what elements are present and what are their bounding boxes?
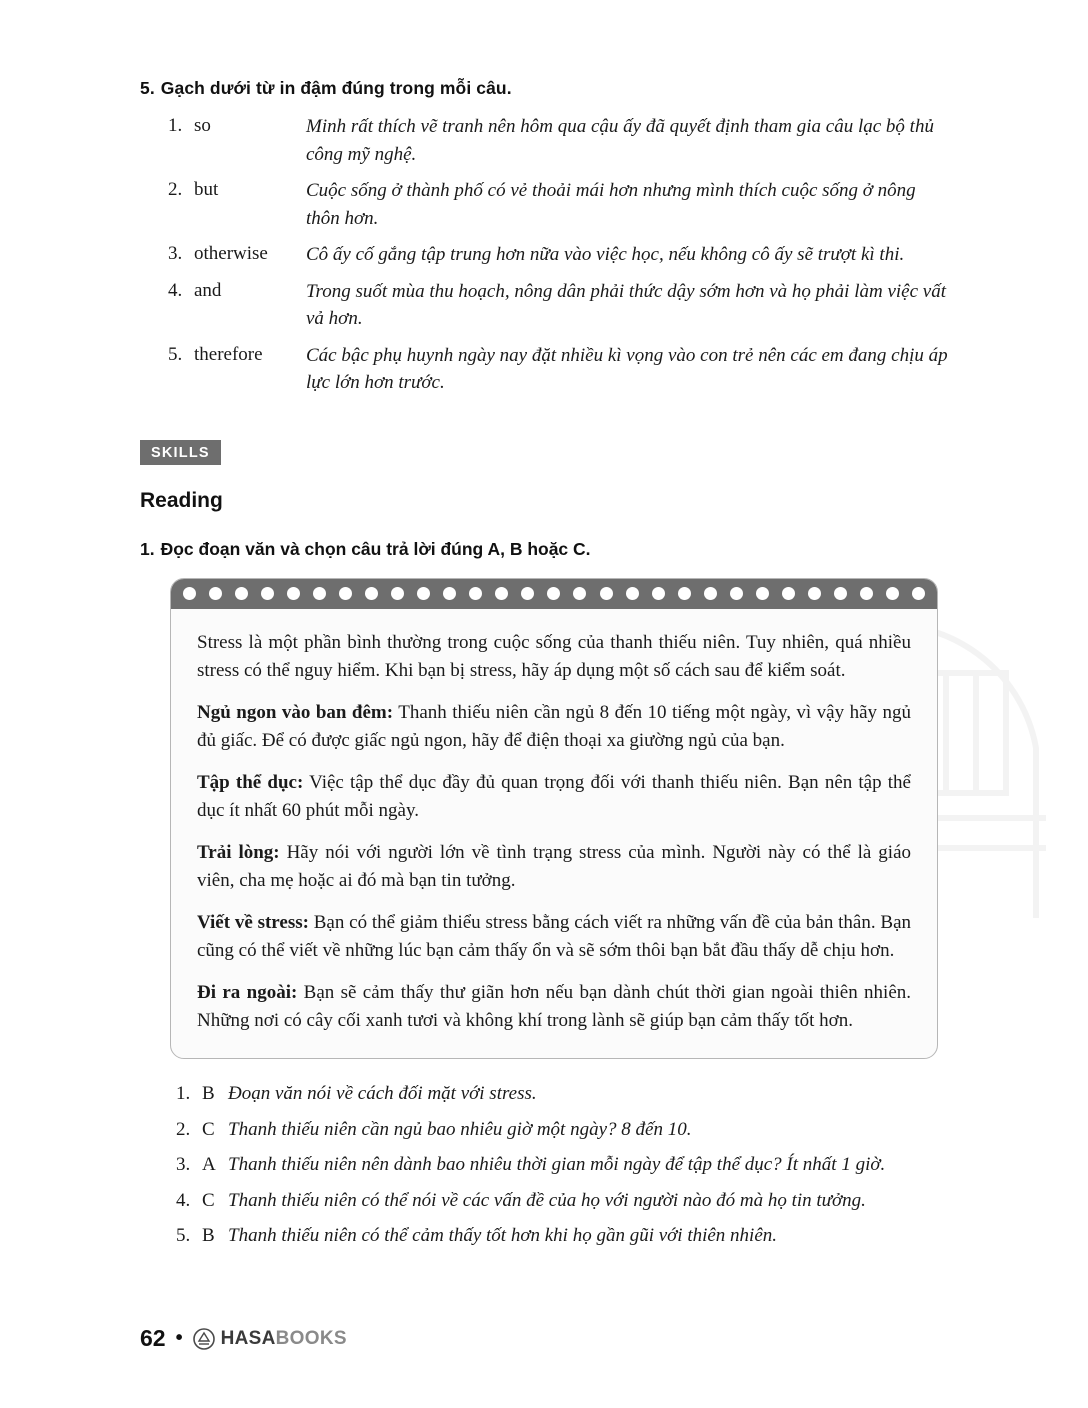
punch-hole-icon — [573, 587, 586, 600]
list-item — [176, 1188, 948, 1215]
answer-letter: C — [202, 1189, 215, 1211]
list-item — [176, 1152, 948, 1179]
passage-text: Bạn sẽ cảm thấy thư giãn hơn nếu bạn dành chút thời gian ngoài thiên nhiên. Những nơi có cây cối xanh tươi và không khí trong lành sẽ giúp bạn cảm thấy tốt hơn. — [197, 981, 912, 1032]
answer-number: 2. — [176, 1118, 191, 1140]
passage-lead: Trải lòng: — [197, 841, 280, 863]
punch-hole-icon — [183, 587, 196, 600]
item-number: 2. — [168, 179, 183, 201]
answer-number: 5. — [176, 1225, 191, 1247]
item-keyword: otherwise — [194, 243, 268, 265]
passage-lead: Tập thể dục: — [197, 771, 304, 793]
list-item — [176, 1081, 948, 1108]
punch-hole-icon — [365, 587, 378, 600]
answer-text: Thanh thiếu niên cần ngủ bao nhiêu giờ một ngày? 8 đến 10. — [228, 1118, 692, 1140]
exercise-5-title: Gạch dưới từ in đậm đúng trong mỗi câu. — [160, 78, 512, 98]
punch-hole-icon — [209, 587, 222, 600]
answer-number: 1. — [176, 1082, 191, 1104]
punch-hole-icon — [521, 587, 534, 600]
list-item — [168, 113, 948, 168]
passage-text: Bạn có thể giảm thiểu stress bằng cách viết ra những vấn đề của bản thân. Bạn cũng có thể viết về những lúc bạn cảm thấy ổn và sẽ sớm thôi bạn bắt đầu thấy dễ chịu hơn. — [197, 911, 911, 962]
logo-text-light: BOOKS — [275, 1327, 347, 1349]
list-item — [168, 177, 948, 232]
punch-hole-icon — [860, 587, 873, 600]
answer-letter: A — [202, 1154, 216, 1176]
punch-hole-icon — [834, 587, 847, 600]
punch-hole-icon — [912, 587, 925, 600]
list-item — [168, 241, 948, 269]
item-sentence: Cuộc sống ở thành phố có vẻ thoải mái hơn nhưng mình thích cuộc sống ở nông thôn hơn. — [306, 180, 916, 229]
item-number: 3. — [168, 243, 183, 265]
punch-hole-strip — [171, 579, 937, 609]
answers-list — [176, 1081, 948, 1250]
passage-text: Việc tập thể dục đầy đủ quan trọng đối với thanh thiếu niên. Bạn nên tập thể dục ít nhất 60 phút mỗi ngày. — [197, 771, 911, 822]
exercise-5-number: 5. — [140, 78, 155, 98]
task-1-heading — [140, 539, 948, 560]
punch-hole-icon — [313, 587, 326, 600]
answer-text: Thanh thiếu niên có thể cảm thấy tốt hơn khi họ gần gũi với thiên nhiên. — [228, 1225, 778, 1247]
punch-hole-icon — [886, 587, 899, 600]
answer-letter: B — [202, 1225, 215, 1247]
item-sentence: Minh rất thích vẽ tranh nên hôm qua cậu ấy đã quyết định tham gia câu lạc bộ thủ công mỹ nghệ. — [306, 116, 934, 165]
passage-text: Stress là một phần bình thường trong cuộc sống của thanh thiếu niên. Tuy nhiên, quá nhiều stress có thể nguy hiểm. Khi bạn bị stress, hãy áp dụng một số cách sau để kiểm soát. — [197, 631, 911, 682]
punch-hole-icon — [756, 587, 769, 600]
punch-hole-icon — [417, 587, 430, 600]
reading-passage-box — [170, 578, 938, 1059]
footer-separator: • — [175, 1327, 183, 1349]
passage-lead: Viết về stress: — [197, 911, 309, 933]
logo-text-bold: HASA — [220, 1327, 276, 1349]
answer-letter: C — [202, 1118, 215, 1140]
passage-paragraph — [197, 769, 911, 826]
answer-letter: B — [202, 1082, 215, 1104]
punch-hole-icon — [547, 587, 560, 600]
item-keyword: and — [194, 279, 222, 301]
item-sentence: Cô ấy cố gắng tập trung hơn nữa vào việc học, nếu không cô ấy sẽ trượt kì thi. — [306, 244, 905, 266]
punch-hole-icon — [339, 587, 352, 600]
exercise-5-list — [168, 113, 948, 397]
punch-hole-icon — [730, 587, 743, 600]
punch-hole-icon — [626, 587, 639, 600]
punch-hole-icon — [678, 587, 691, 600]
answer-number: 4. — [176, 1189, 191, 1211]
punch-hole-icon — [495, 587, 508, 600]
passage-paragraph — [197, 629, 911, 686]
punch-hole-icon — [782, 587, 795, 600]
punch-hole-icon — [287, 587, 300, 600]
skills-badge: SKILLS — [140, 440, 221, 465]
task-1-number: 1. — [140, 538, 155, 559]
passage-paragraph — [197, 699, 911, 756]
passage-text: Thanh thiếu niên cần ngủ 8 đến 10 tiếng một ngày, vì vậy hãy ngủ đủ giấc. Để có được giấc ngủ ngon, hãy để điện thoại xa giường ngủ của bạn. — [197, 701, 911, 752]
item-sentence: Trong suốt mùa thu hoạch, nông dân phải thức dậy sớm hơn và họ phải làm việc vất vả hơn. — [306, 280, 946, 330]
passage-lead: Đi ra ngoài: — [197, 981, 298, 1003]
passage-lead: Ngủ ngon vào ban đêm: — [197, 701, 394, 723]
punch-hole-icon — [469, 587, 482, 600]
list-item — [176, 1117, 948, 1144]
answer-text: Đoạn văn nói về cách đối mặt với stress. — [228, 1082, 537, 1104]
hasa-logo-icon — [193, 1328, 215, 1350]
item-number: 1. — [168, 115, 183, 136]
reading-passage-text — [171, 609, 937, 1058]
passage-text: Hãy nói với người lớn về tình trạng stress của mình. Người này có thể là giáo viên, cha mẹ hoặc ai đó mà bạn tin tưởng. — [197, 841, 912, 892]
passage-paragraph — [197, 839, 911, 896]
passage-paragraph — [197, 979, 911, 1036]
logo-text — [221, 1328, 347, 1350]
punch-hole-icon — [391, 587, 404, 600]
section-title-reading: Reading — [140, 488, 223, 512]
list-item — [168, 278, 948, 333]
page-number: 62 — [140, 1325, 166, 1351]
item-keyword: therefore — [194, 343, 263, 365]
punch-hole-icon — [443, 587, 456, 600]
punch-hole-icon — [600, 587, 613, 600]
task-1-title: Đọc đoạn văn và chọn câu trả lời đúng A, B hoặc C. — [160, 538, 591, 559]
answer-text: Thanh thiếu niên nên dành bao nhiêu thời gian mỗi ngày để tập thể dục? Ít nhất 1 giờ. — [228, 1154, 886, 1176]
answer-number: 3. — [176, 1154, 191, 1176]
list-item — [176, 1223, 948, 1250]
punch-hole-icon — [652, 587, 665, 600]
punch-hole-icon — [704, 587, 717, 600]
list-item — [168, 342, 948, 397]
item-keyword: so — [194, 115, 211, 136]
item-number: 4. — [168, 279, 183, 301]
punch-hole-icon — [235, 587, 248, 600]
item-keyword: but — [194, 179, 219, 201]
item-sentence: Các bậc phụ huynh ngày nay đặt nhiều kì vọng vào con trẻ nên các em đang chịu áp lực lớn hơn trước. — [306, 344, 948, 394]
punch-hole-icon — [808, 587, 821, 600]
page-footer — [140, 1325, 347, 1352]
publisher-logo — [193, 1328, 347, 1350]
punch-hole-icon — [261, 587, 274, 600]
passage-paragraph — [197, 909, 911, 966]
reading-passage-wrapper — [170, 578, 938, 1059]
exercise-5-heading — [140, 78, 948, 99]
answer-text: Thanh thiếu niên có thể nói về các vấn đề của họ với người nào đó mà họ tin tưởng. — [228, 1189, 866, 1211]
item-number: 5. — [168, 343, 183, 365]
